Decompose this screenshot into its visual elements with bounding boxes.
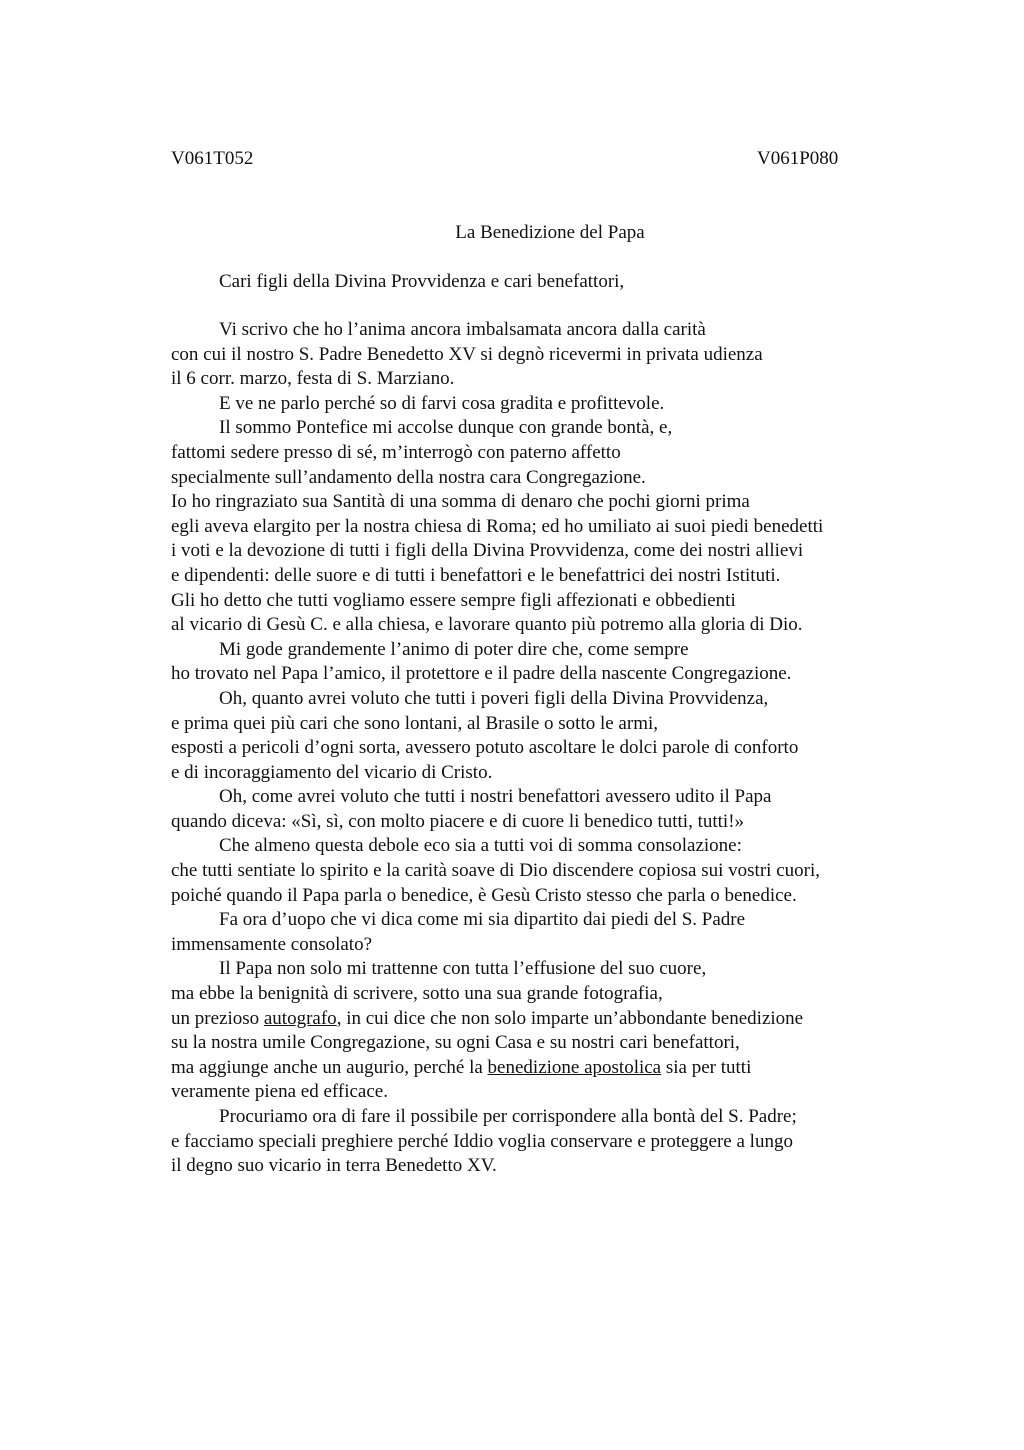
body-line: con cui il nostro S. Padre Benedetto XV si degnò ricevermi in privata udienza [171, 343, 763, 365]
body-line: immensamente consolato? [171, 933, 373, 955]
body-line: il 6 corr. marzo, festa di S. Marziano. [171, 368, 455, 390]
body-line: i voti e la devozione di tutti i figli della Divina Provvidenza, come dei nostri allievi [171, 540, 804, 562]
body-line: che tutti sentiate lo spirito e la carità soave di Dio discendere copiosa sui vostri cuori, [171, 860, 820, 882]
body-line: Il Papa non solo mi trattenne con tutta l’effusione del suo cuore, [219, 958, 707, 980]
body-line: poiché quando il Papa parla o benedice, è Gesù Cristo stesso che parla o benedice. [171, 884, 797, 906]
body-line: specialmente sull’andamento della nostra cara Congregazione. [171, 466, 646, 488]
body-line: il degno suo vicario in terra Benedetto XV. [171, 1155, 497, 1177]
letter-body [171, 318, 971, 1179]
body-line: su la nostra umile Congregazione, su ogni Casa e su nostri cari benefattori, [171, 1032, 740, 1054]
text-after: sia per tutti [661, 1056, 752, 1078]
body-line: e prima quei più cari che sono lontani, al Brasile o sotto le armi, [171, 712, 659, 734]
body-line: e di incoraggiamento del vicario di Cristo. [171, 761, 493, 783]
body-line: E ve ne parlo perché so di farvi cosa gradita e profittevole. [219, 392, 665, 414]
body-line-autografo [171, 1007, 971, 1032]
body-line: veramente piena ed efficace. [171, 1081, 388, 1103]
document-title: La Benedizione del Papa [455, 222, 645, 243]
body-line-benedizione [171, 1056, 971, 1081]
body-line: egli aveva elargito per la nostra chiesa di Roma; ed ho umiliato ai suoi piedi benedetti [171, 515, 824, 537]
body-line: ma ebbe la benignità di scrivere, sotto una sua grande fotografia, [171, 983, 663, 1005]
body-line: Oh, quanto avrei voluto che tutti i poveri figli della Divina Provvidenza, [219, 687, 769, 709]
text-before: ma aggiunge anche un augurio, perché la [171, 1056, 488, 1078]
body-line: Fa ora d’uopo che vi dica come mi sia dipartito dai piedi del S. Padre [219, 909, 746, 931]
body-line: Gli ho detto che tutti vogliamo essere sempre figli affezionati e obbedienti [171, 589, 736, 611]
document-code-right: V061P080 [757, 148, 839, 169]
text-after: , in cui dice che non solo imparte un’abbondante benedizione [336, 1007, 804, 1029]
body-line: Vi scrivo che ho l’anima ancora imbalsamata ancora dalla carità [219, 319, 706, 340]
body-line: Oh, come avrei voluto che tutti i nostri benefattori avessero udito il Papa [219, 786, 772, 808]
body-line: al vicario di Gesù C. e alla chiesa, e lavorare quanto più potremo alla gloria di Dio. [171, 614, 803, 636]
body-line: e dipendenti: delle suore e di tutti i benefattori e le benefattrici dei nostri Istituti. [171, 564, 781, 586]
body-line: e facciamo speciali preghiere perché Iddio voglia conservare e proteggere a lungo [171, 1130, 793, 1152]
body-line: Io ho ringraziato sua Santità di una somma di denaro che pochi giorni prima [171, 491, 750, 513]
body-line: ho trovato nel Papa l’amico, il protettore e il padre della nascente Congregazione. [171, 663, 792, 685]
body-line: quando diceva: «Sì, sì, con molto piacere e di cuore li benedico tutti, tutti!» [171, 810, 745, 832]
body-line: esposti a pericoli d’ogni sorta, avessero potuto ascoltare le dolci parole di conforto [171, 737, 799, 759]
body-line: Che almeno questa debole eco sia a tutti voi di somma consolazione: [219, 835, 742, 857]
body-line: Il sommo Pontefice mi accolse dunque con grande bontà, e, [219, 417, 673, 439]
greeting: Cari figli della Divina Provvidenza e cari benefattori, [219, 271, 625, 292]
autografo-link[interactable]: autografo [263, 1007, 337, 1029]
document-code-left: V061T052 [171, 148, 254, 169]
benedizione-apostolica-link[interactable]: benedizione apostolica [487, 1056, 662, 1078]
body-line: Mi gode grandemente l’animo di poter dire che, come sempre [219, 638, 689, 660]
text-before: un prezioso [171, 1007, 264, 1029]
body-line: Procuriamo ora di fare il possibile per corrispondere alla bontà del S. Padre; [219, 1106, 797, 1127]
body-line: fattomi sedere presso di sé, m’interrogò con paterno affetto [171, 441, 621, 463]
